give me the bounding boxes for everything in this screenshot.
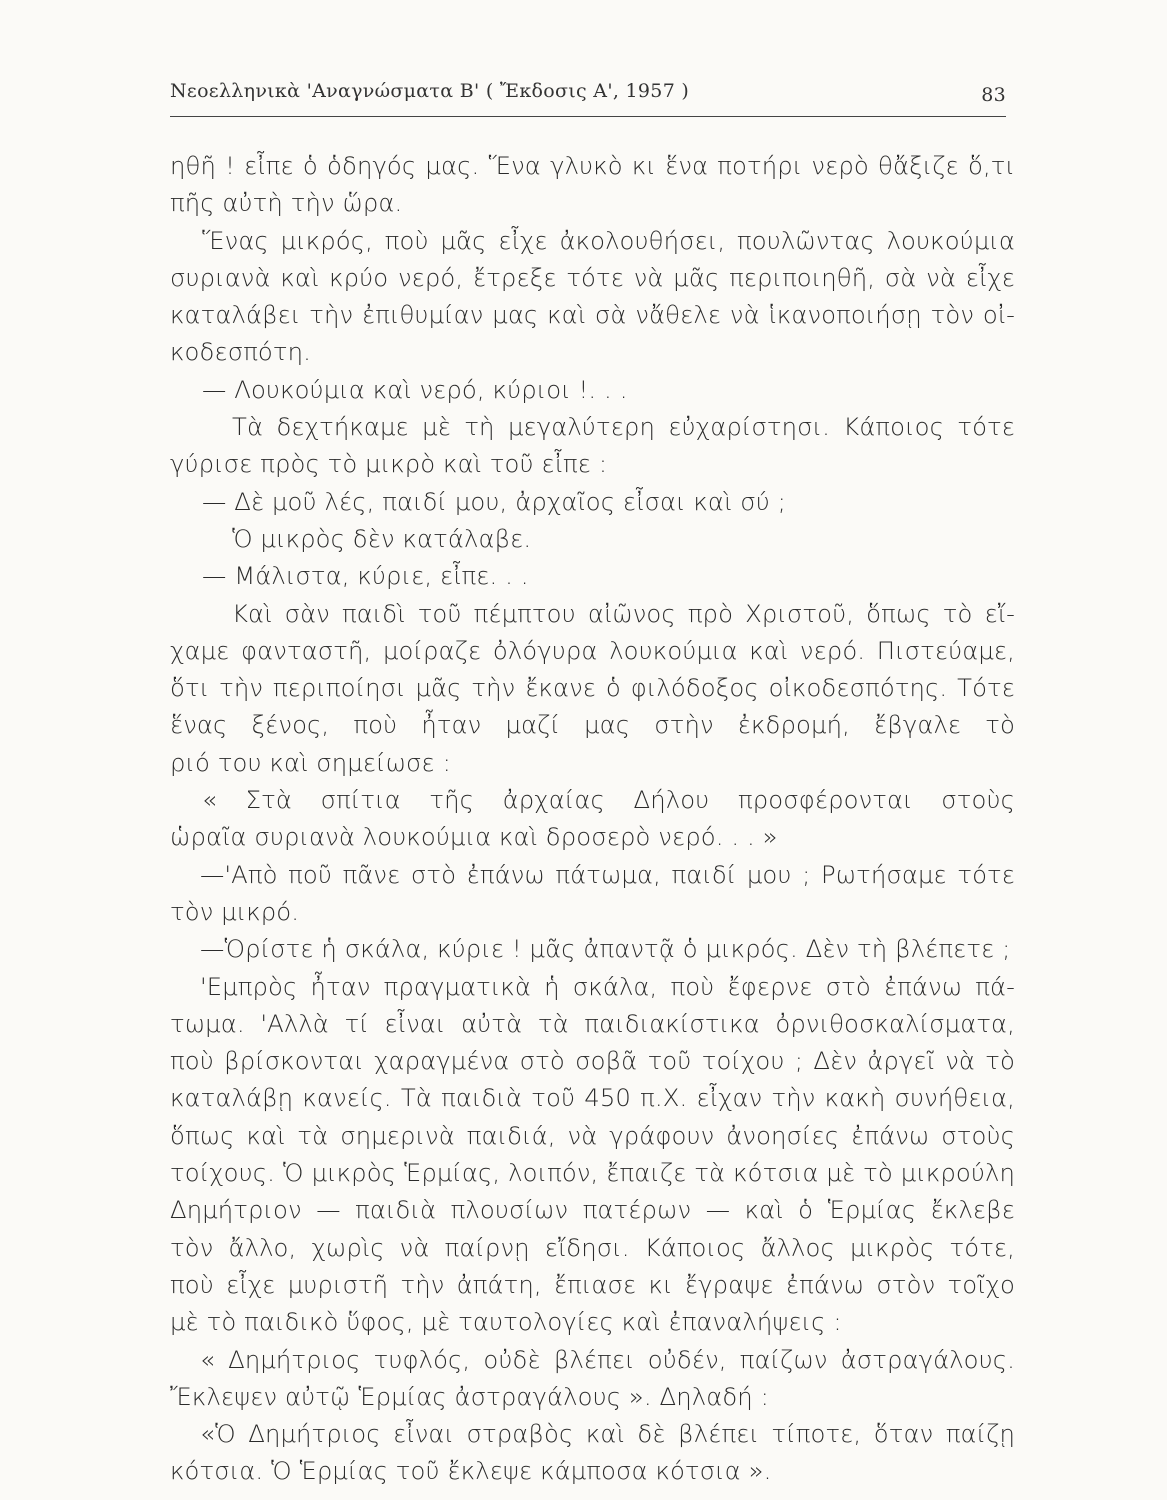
text-line: χαμε φανταστῆ, μοίραζε ὀλόγυρα λουκούμια καὶ νερό. Πιστεύαμε, — [170, 635, 1015, 665]
text-line: —'Απὸ ποῦ πᾶνε στὸ ἐπάνω πάτωμα, παιδί μου ; Ρωτήσαμε τότε — [200, 859, 1015, 889]
text-line: κότσια. Ὁ Ἑρμίας τοῦ ἔκλεψε κάμποσα κότσια ». — [170, 1456, 772, 1486]
text-line: μὲ τὸ παιδικὸ ὕφος, μὲ ταυτολογίες καὶ ἐπαναλήψεις : — [170, 1307, 842, 1337]
text-line: — Δὲ μοῦ λές, παιδί μου, ἀρχαῖος εἶσαι καὶ σύ ; — [202, 486, 786, 516]
text-line: «Ὁ Δημήτριος εἶναι στραβὸς καὶ δὲ βλέπει τίποτε, ὅταν παίζῃ — [200, 1419, 1015, 1449]
body-text — [170, 147, 1015, 1490]
text-line: τωμα. 'Αλλὰ τί εἶναι αὐτὰ τὰ παιδιακίστικα ὀρνιθοσκαλίσματα, — [170, 1008, 1015, 1038]
text-line: ὡραῖα συριανὰ λουκούμια καὶ δροσερὸ νερό. . . » — [170, 822, 778, 852]
page-number: 83 — [981, 84, 1006, 106]
header-rule — [170, 116, 1006, 117]
text-line: τοίχους. Ὁ μικρὸς Ἑρμίας, λοιπόν, ἔπαιζε τὰ κότσια μὲ τὸ μικρούλη — [170, 1158, 1015, 1188]
text-line: ἕνας ξένος, ποὺ ἦταν μαζί μας στὴν ἐκδρομή, ἔβγαλε τὸ — [170, 710, 1015, 740]
text-line: —Ὁρίστε ἡ σκάλα, κύριε ! μᾶς ἀπαντᾷ ὁ μικρός. Δὲν τὴ βλέπετε ; — [200, 934, 1011, 964]
text-line: ποὺ βρίσκονται χαραγμένα στὸ σοβᾶ τοῦ τοίχου ; Δὲν ἀργεῖ νὰ τὸ — [170, 1046, 1015, 1076]
running-header — [170, 76, 1010, 116]
text-line: Καὶ σὰν παιδὶ τοῦ πέμπτου αἰῶνος πρὸ Χριστοῦ, ὅπως τὸ εἴ- — [232, 598, 1015, 628]
text-line: γύρισε πρὸς τὸ μικρὸ καὶ τοῦ εἶπε : — [170, 449, 608, 479]
text-line: Ὁ μικρὸς δὲν κατάλαβε. — [232, 523, 532, 553]
text-line: συριανὰ καὶ κρύο νερό, ἔτρεξε τότε νὰ μᾶς περιποιηθῆ, σὰ νὰ εἶχε — [170, 262, 1015, 292]
text-line: τὸν ἄλλο, χωρὶς νὰ παίρνῃ εἴδησι. Κάποιος ἄλλος μικρὸς τότε, — [170, 1232, 1015, 1262]
text-line: καταλάβει τὴν ἐπιθυμίαν μας καὶ σὰ νἄθελε νὰ ἱκανοποιήσῃ τὸν οἰ- — [170, 300, 1015, 330]
text-line: πῆς αὐτὴ τὴν ὥρα. — [170, 188, 403, 218]
text-line: ὅπως καὶ τὰ σημερινὰ παιδιά, νὰ γράφουν ἀνοησίες ἐπάνω στοὺς — [170, 1120, 1015, 1150]
text-line: « Στὰ σπίτια τῆς ἀρχαίας Δήλου προσφέρονται στοὺς — [202, 785, 1015, 815]
text-line: τὸν μικρό. — [170, 896, 300, 926]
header-title: Νεοελληνικὰ 'Αναγνώσματα Β' ( Ἔκδοσις Α', 1957 ) — [170, 80, 690, 102]
text-line: καταλάβῃ κανείς. Τὰ παιδιὰ τοῦ 450 π.Χ. εἶχαν τὴν κακὴ συνήθεια, — [170, 1083, 1015, 1113]
text-line: κοδεσπότη. — [170, 337, 311, 367]
text-line: 'Εμπρὸς ἦταν πραγματικὰ ἡ σκάλα, ποὺ ἔφερνε στὸ ἐπάνω πά- — [200, 971, 1015, 1001]
text-line: ὅτι τὴν περιποίησι μᾶς τὴν ἔκανε ὁ φιλόδοξος οἰκοδεσπότης. Τότε — [170, 673, 1015, 703]
text-line: « Δημήτριος τυφλός, οὐδὲ βλέπει οὐδέν, παίζων ἀστραγάλους. — [200, 1344, 1015, 1374]
text-line: ποὺ εἶχε μυριστῆ τὴν ἀπάτη, ἔπιασε κι ἔγραψε ἐπάνω στὸν τοῖχο — [170, 1269, 1015, 1299]
text-line: Δημήτριον — παιδιὰ πλουσίων πατέρων — καὶ ὁ Ἑρμίας ἔκλεβε — [170, 1195, 1015, 1225]
text-line: ηθῆ ! εἶπε ὁ ὁδηγός μας. Ἕνα γλυκὸ κι ἕνα ποτήρι νερὸ θἄξιζε ὅ,τι — [170, 151, 1015, 180]
text-line: Ἔκλεψεν αὐτῷ Ἑρμίας ἀστραγάλους ». Δηλαδή : — [170, 1381, 769, 1411]
text-line: ριό του καὶ σημείωσε : — [170, 747, 451, 777]
text-line: — Μάλιστα, κύριε, εἶπε. . . — [202, 561, 529, 591]
text-line: Τὰ δεχτήκαμε μὲ τὴ μεγαλύτερη εὐχαρίστησι. Κάποιος τότε — [232, 412, 1015, 442]
text-line: — Λουκούμια καὶ νερό, κύριοι !. . . — [202, 374, 628, 404]
text-line: Ἕνας μικρός, ποὺ μᾶς εἶχε ἀκολουθήσει, πουλῶντας λουκούμια — [202, 225, 1015, 255]
